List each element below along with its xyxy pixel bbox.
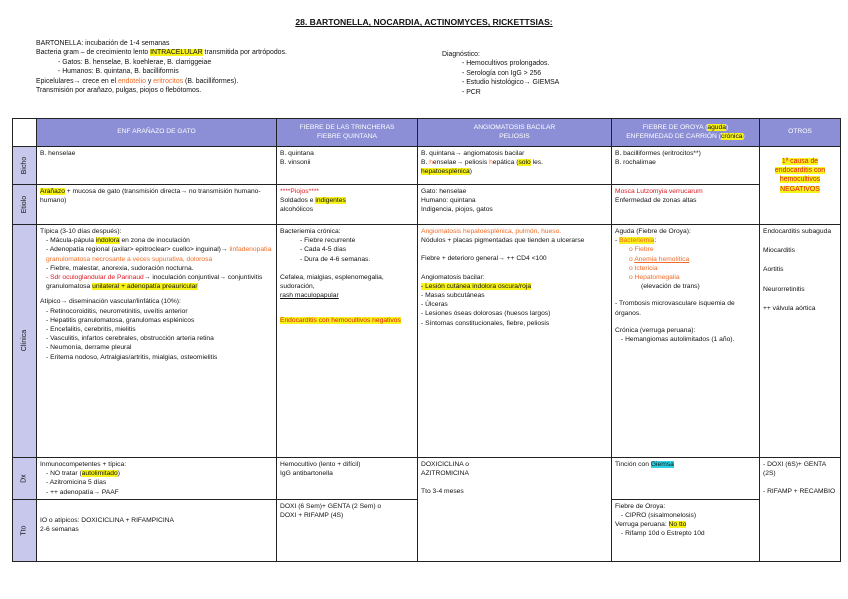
s: 2-6 semanas xyxy=(40,526,79,534)
s: enselae→ peliosis xyxy=(432,159,490,167)
diagnostico-item: - Estudio histológico→ GIEMSA xyxy=(462,79,560,87)
clinica-oroya xyxy=(612,225,760,458)
intro-transmision: Transmisión por arañazo, pulgas, piojos o flebótomos. xyxy=(36,87,202,95)
s: - Fiebre, malestar, anorexia, sudoración nocturna. xyxy=(46,264,194,272)
header-oroya xyxy=(612,119,760,147)
s: - Úlceras xyxy=(421,301,448,309)
header-row xyxy=(13,119,841,147)
otros-endocarditis: 1ª causa de endocarditis con hemocultivos NEGATIVOS xyxy=(774,158,826,193)
dx-arañazo xyxy=(37,458,277,500)
s: IO o atípicos: DOXICICLINA + RIFAMPICINA xyxy=(40,516,174,524)
s: - Hepatitis granulomatosa, granulomas esplénicos xyxy=(46,316,195,324)
s: - Fiebre recurrente xyxy=(300,237,356,245)
s: Bacteriemia xyxy=(619,237,655,245)
s: - Vasculitis, infartos cerebrales, obstrucción arteria retina xyxy=(46,335,214,343)
s: Fiebre + deterioro general→ ++ CD4 <100 xyxy=(421,255,547,263)
s: - NO tratar ( xyxy=(46,470,82,478)
s: rash maculopapular xyxy=(280,292,339,300)
s: + mucosa de gato (transmisión directa→ no transmisión humano-humano) xyxy=(40,188,261,205)
tto-oroya xyxy=(612,499,760,561)
otros-endocarditis-cell xyxy=(760,147,841,225)
s: - Lesiones óseas dolorosas (huesos largos) xyxy=(421,310,551,318)
s: - Neumonía, derrame pleural xyxy=(46,344,132,352)
clinica-endocarditis: Endocarditis con hemocultivos negativos xyxy=(280,317,401,325)
s: No tto xyxy=(668,521,687,529)
header-angiomatosis-l1: ANGIOMATOSIS BACILAR xyxy=(473,124,556,131)
bicho-c2a: B. quintana xyxy=(280,150,314,157)
page-title: 28. BARTONELLA, NOCARDIA, ACTINOMYCES, RICKETTSIAS: xyxy=(295,17,553,27)
s: (elevación de trans) xyxy=(641,283,700,291)
header-trincheras-l2: FIEBRE QUINTANA xyxy=(316,132,378,140)
s: Miocarditis xyxy=(763,247,795,255)
s: - Trombosis microvasculare isquemia de órganos. xyxy=(615,300,735,317)
bicho-trincheras xyxy=(277,147,418,185)
tto-trincheras xyxy=(277,499,418,561)
s: - Mácula-pápula xyxy=(46,237,96,245)
s: unilateral + adenopatía preauricular xyxy=(92,283,198,291)
header-trincheras xyxy=(277,119,418,147)
s: Endocarditis subaguda xyxy=(763,228,832,235)
tto-arañazo xyxy=(37,499,277,561)
s: - Dura de 4-6 semanas. xyxy=(300,255,371,263)
intro-epi-end: (B. bacilliformes). xyxy=(183,77,239,85)
s: indigentes xyxy=(315,197,346,205)
bicho-c3-line3 xyxy=(421,167,608,176)
s: Neurorretinitis xyxy=(763,285,805,293)
row-label-etiolo xyxy=(13,185,37,225)
row-clinica xyxy=(13,225,841,458)
row-label-clinica xyxy=(13,225,37,458)
clinica-trincheras xyxy=(277,225,418,458)
h4c: ) xyxy=(725,124,729,131)
bicho-c3a: B. quintana→ angiomatosis bacilar xyxy=(421,150,525,157)
bartonella-table xyxy=(12,118,841,562)
row-bicho xyxy=(13,147,841,185)
header-trincheras-l1: FIEBRE DE LAS TRINCHERAS xyxy=(299,124,395,131)
intro-incubation: BARTONELLA: incubación de 1-4 semanas xyxy=(36,40,170,47)
diagnostico-block xyxy=(442,50,559,97)
intro-y: y xyxy=(145,77,154,85)
h4-cronica: crónica xyxy=(720,132,743,140)
intro-intracelular: INTRACELULAR xyxy=(150,49,203,57)
s: linfadenopatía granulomatosa necrosante a veces supurativa, dolorosa xyxy=(46,246,272,263)
s: Hemocultivo (lento + difícil) xyxy=(280,461,361,468)
s: DOXI + RIFAMP (4S) xyxy=(280,512,344,520)
etiolo-angiomatosis xyxy=(418,185,612,225)
header-angiomatosis-l2: PELIOSIS xyxy=(499,132,530,140)
s: - Eritema nodoso, Artralgias/artritis, mialgias, osteomielitis xyxy=(46,353,218,361)
s: - Sdr oculoglandular de Parinaud xyxy=(46,274,144,282)
s: Humano: quintana xyxy=(421,197,476,205)
s: Atípico→ diseminación vascular/linfática (10%): xyxy=(40,298,181,306)
h4f: ) xyxy=(742,132,745,140)
s: - ++ adenopatía→ PAAF xyxy=(46,488,119,496)
s xyxy=(40,236,273,245)
s: ++ válvula aórtica xyxy=(763,304,816,312)
intro-endotelio: endotelio xyxy=(117,77,146,85)
bicho-arañazo: B. henselae xyxy=(37,147,277,185)
s: o xyxy=(629,255,635,263)
row-label-bicho xyxy=(13,147,37,185)
s: - RIFAMP + RECAMBIO xyxy=(763,488,836,496)
bicho-angiomatosis xyxy=(418,147,612,185)
s xyxy=(40,469,273,478)
header-angiomatosis xyxy=(418,119,612,147)
s: - Rifamp 10d o Estrepto 10d xyxy=(621,530,705,538)
s: o Fiebre xyxy=(629,246,654,254)
s: Gato: henselae xyxy=(421,188,467,195)
s: Bacteriemia crónica: xyxy=(280,228,341,235)
diagnostico-item: - Serología con IgG > 256 xyxy=(462,69,542,77)
s: - Encefalitis, cerebritis, mielitis xyxy=(46,326,136,334)
s: Tto 3-4 meses xyxy=(421,488,464,496)
s: Giemsa xyxy=(650,461,674,468)
s: - Retinocoroiditis, neurorretinitis, uveítis anterior xyxy=(46,307,188,315)
etiolo-soldados xyxy=(280,196,414,205)
label-bicho: Bicho xyxy=(20,156,28,175)
label-tto: Tto xyxy=(20,525,28,536)
h4d: ENFERMEDAD DE CARRIÓN ( xyxy=(626,132,721,140)
s: - Adenopatía regional (axilar> epitroclear> cuello> inguinal)→ xyxy=(46,246,230,254)
s: Anemia hemolítica xyxy=(634,255,690,263)
s: - Lesión cutánea indolora oscura/roja xyxy=(421,282,532,290)
s: : xyxy=(654,237,657,245)
intro-block xyxy=(36,39,287,95)
s: h xyxy=(489,159,493,167)
s: - Cada 4-5 días xyxy=(300,246,347,254)
s: les. xyxy=(530,159,543,167)
s: Verruga peruana: xyxy=(615,521,669,529)
s: Angiomatosis hepatoesplénica, pulmón, hueso. xyxy=(421,228,562,235)
clinica-otros xyxy=(760,225,841,458)
s: Soldados e xyxy=(280,197,316,205)
s: - CIPRO (sisalmonelosis) xyxy=(621,512,697,520)
bicho-c4a: B. bacilliformes (eritrocitos**) xyxy=(615,150,701,157)
s: indolora xyxy=(95,237,120,245)
dxtto-angiomatosis xyxy=(418,458,612,562)
s: B. xyxy=(421,159,430,167)
header-arañazo: ENF ARAÑAZO DE GATO xyxy=(37,119,277,147)
etiolo-arañazo xyxy=(37,185,277,225)
s: ) xyxy=(117,470,120,478)
label-etiolo: Etiolo xyxy=(20,195,28,214)
s: → inoculación conjuntival→ conjuntivitis granulomatosa xyxy=(46,274,263,291)
s: Angiomatosis bacilar: xyxy=(421,273,485,281)
intro-humanos: - Humanos: B. quintana, B. bacilliformis xyxy=(58,68,179,76)
bicho-c4b: B. rochalimae xyxy=(615,159,656,167)
s: Crónica (verruga peruana): xyxy=(615,326,696,334)
s xyxy=(615,520,756,529)
label-dx: Dx xyxy=(20,474,28,483)
header-otros: OTROS xyxy=(760,119,841,147)
header-oroya-l2 xyxy=(614,133,757,142)
s: Inmunocompetentes + típica: xyxy=(40,461,127,468)
s: Arañazo xyxy=(40,188,65,195)
s: - xyxy=(615,237,620,245)
s: Tinción con xyxy=(615,461,651,468)
s: h xyxy=(429,159,433,167)
s: Nódulos + placas pigmentadas que tienden a ulcerarse xyxy=(421,237,585,245)
s: Típica (3-10 días después): xyxy=(40,228,122,235)
intro-epi-text: Epicelulares→ crece en el xyxy=(36,77,118,85)
s: - Masas subcutáneas xyxy=(421,292,485,300)
row-etiolo xyxy=(13,185,841,225)
clinica-arañazo xyxy=(37,225,277,458)
s: - Síntomas constitucionales, fiebre, peliosis xyxy=(421,319,550,327)
s: DOXICICLINA o xyxy=(421,461,469,468)
bicho-c3-line2 xyxy=(421,158,608,167)
s: en zona de inoculación xyxy=(119,237,190,245)
etiolo-trincheras xyxy=(277,185,418,225)
s: autolimitado xyxy=(81,470,118,478)
s: epática ( xyxy=(492,159,519,167)
h4-aguda: aguda xyxy=(707,124,726,131)
s: o Ictericia xyxy=(629,264,658,272)
h4a: FIEBRE DE OROYA ( xyxy=(642,124,708,131)
s: - DOXI (6S)+ GENTA (2S) xyxy=(763,461,826,478)
intro-gatos: - Gatos: B. henselae, B. koehlerae, B. clarriggeiae xyxy=(58,58,212,66)
etiolo-mosca: Mosca Lutzomyia verrucarum xyxy=(615,188,703,195)
etiolo-zonas: Enfermedad de zonas altas xyxy=(615,197,697,205)
s: hepatoesplénica xyxy=(421,168,470,176)
intro-epicelulares xyxy=(36,77,287,86)
s: AZITROMICINA xyxy=(421,470,469,478)
s xyxy=(40,245,273,263)
s: ) xyxy=(469,168,472,176)
s: - Azitromicina 5 días xyxy=(46,479,107,487)
bicho-c2b: B. vinsonii xyxy=(280,159,311,167)
s: IgG antibartonella xyxy=(280,470,333,478)
intro-gram xyxy=(36,48,287,57)
header-oroya-l1 xyxy=(614,124,757,133)
s: Aguda (Fiebre de Oroya): xyxy=(615,228,691,235)
intro-gram-text2: transmitida por artrópodos. xyxy=(202,49,287,57)
s: Cefalea, mialgias, esplenomegalia, sudoración, xyxy=(280,273,384,291)
diagnostico-head: Diagnóstico: xyxy=(442,51,480,58)
row-label-dx xyxy=(13,458,37,500)
bicho-oroya xyxy=(612,147,760,185)
header-corner xyxy=(13,119,37,147)
clinica-angiomatosis xyxy=(418,225,612,458)
etiolo-piojos: ****Piojos**** xyxy=(280,188,320,195)
s xyxy=(40,273,273,291)
s xyxy=(615,255,756,264)
row-dx xyxy=(13,458,841,500)
s: Fiebre de Oroya: xyxy=(615,502,666,510)
dx-oroya xyxy=(612,458,760,500)
s: Aortitis xyxy=(763,266,784,274)
row-label-tto xyxy=(13,499,37,561)
s: - Hemangiomas autolimitados (1 año). xyxy=(621,336,735,344)
dxtto-otros xyxy=(760,458,841,562)
intro-gram-text: Bacteria gram – de crecimiento lento xyxy=(36,49,151,57)
s xyxy=(615,236,756,245)
etiolo-oroya xyxy=(612,185,760,225)
diagnostico-item: - PCR xyxy=(462,88,481,96)
s: DOXI (6 Sem)+ GENTA (2 Sem) o xyxy=(280,502,382,510)
dx-trincheras xyxy=(277,458,418,500)
s: solo xyxy=(518,159,531,167)
s: o Hepatomegalia xyxy=(629,274,680,282)
diagnostico-item: - Hemocultivos prolongados. xyxy=(462,60,550,68)
intro-eritrocitos: eritrocitos xyxy=(153,77,184,85)
label-clinica: Clínica xyxy=(20,330,28,352)
s: Indigencia, piojos, gatos xyxy=(421,206,493,214)
etiolo-alcoholicos: alcohólicos xyxy=(280,206,314,214)
